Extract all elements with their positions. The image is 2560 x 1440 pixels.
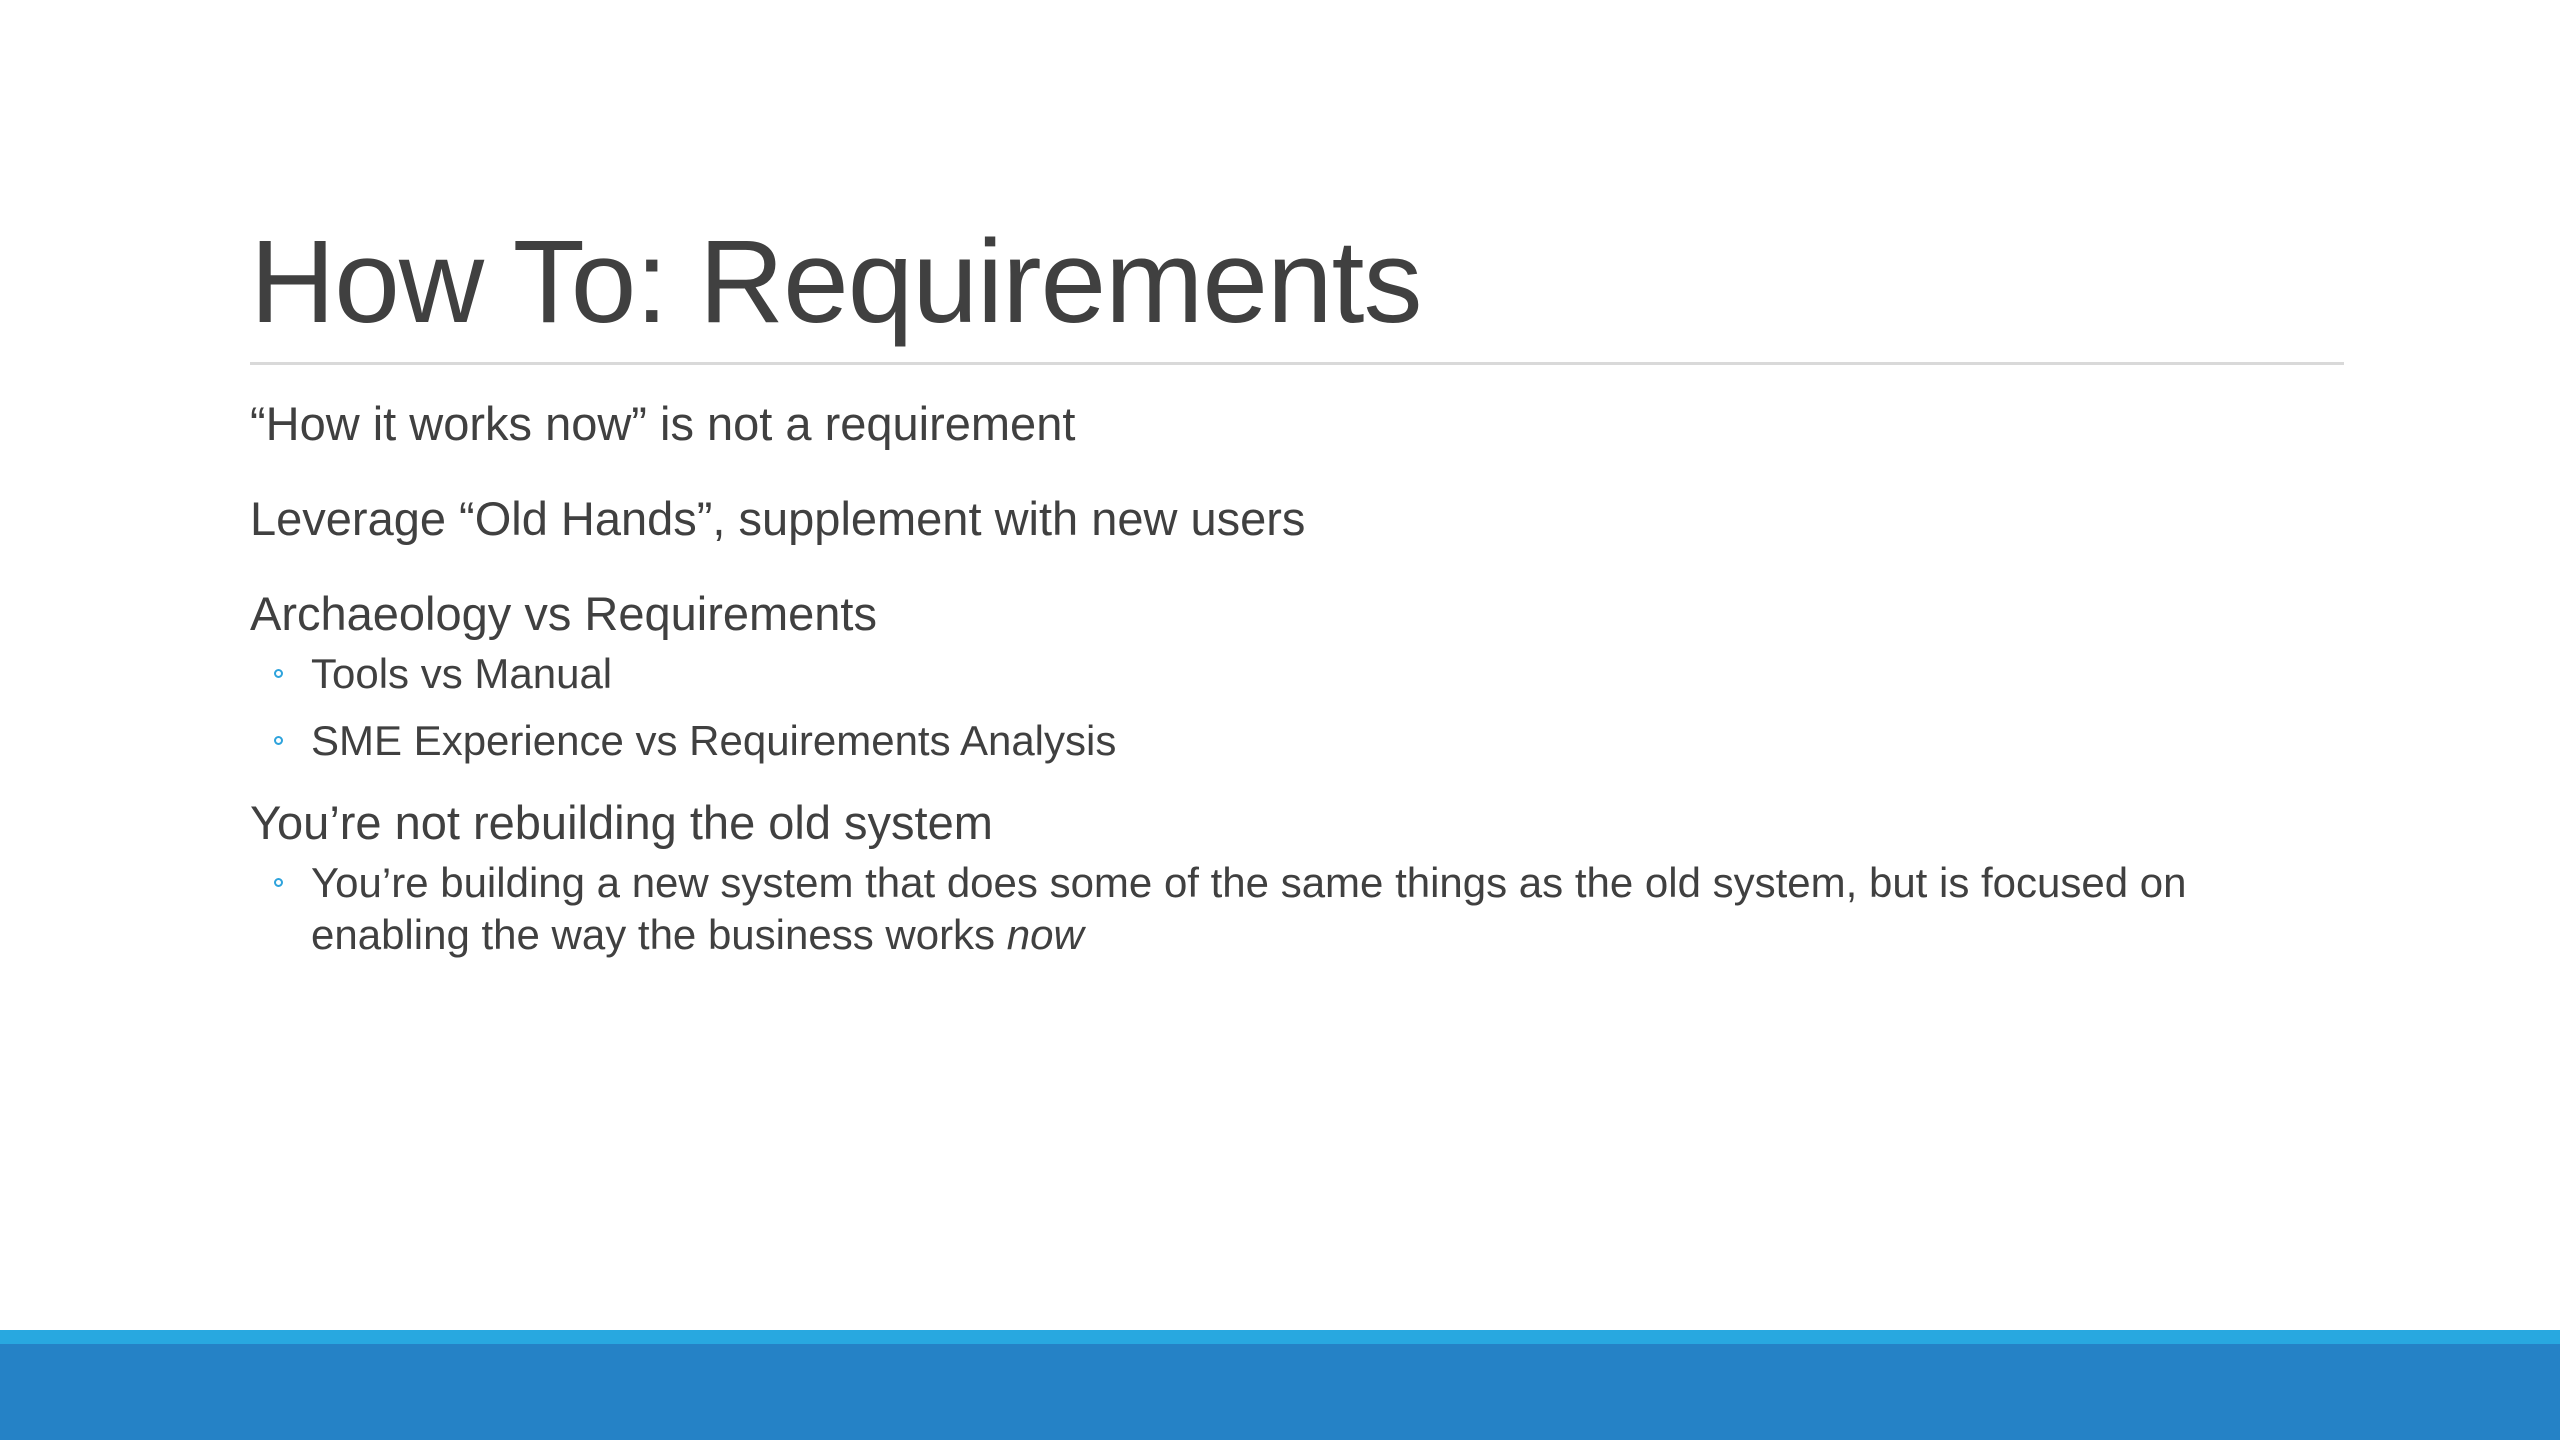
bullet-level1: “How it works now” is not a requirement <box>250 397 1076 450</box>
bullet-level2 <box>250 857 2341 961</box>
circle-bullet-icon <box>274 736 283 745</box>
title-divider <box>250 362 2344 365</box>
sub-bullet-list <box>250 648 2344 767</box>
bullet-group <box>250 582 2344 767</box>
bullet-level2 <box>250 715 2344 767</box>
slide-body <box>250 392 2344 976</box>
bullet-group <box>250 791 2344 961</box>
bullet-level1: Leverage “Old Hands”, supplement with new users <box>250 492 1306 545</box>
footer-accent-bar <box>0 1330 2560 1344</box>
slide-title: How To: Requirements <box>250 216 1422 348</box>
bullet-level1: Archaeology vs Requirements <box>250 587 877 640</box>
bullet-level2-emphasis: now <box>1006 911 1084 958</box>
footer-bar <box>0 1344 2560 1440</box>
circle-bullet-icon <box>274 669 283 678</box>
bullet-level1: You’re not rebuilding the old system <box>250 796 993 849</box>
sub-bullet-list <box>250 857 2344 961</box>
bullet-level2-text: Tools vs Manual <box>311 650 613 697</box>
bullet-level2-text: You’re building a new system that does some of the same things as the old system, but is focused on enabling the way the business works <box>311 859 2187 958</box>
bullet-level2-text: SME Experience vs Requirements Analysis <box>311 717 1117 764</box>
circle-bullet-icon <box>274 878 283 887</box>
bullet-level2 <box>250 648 2344 700</box>
